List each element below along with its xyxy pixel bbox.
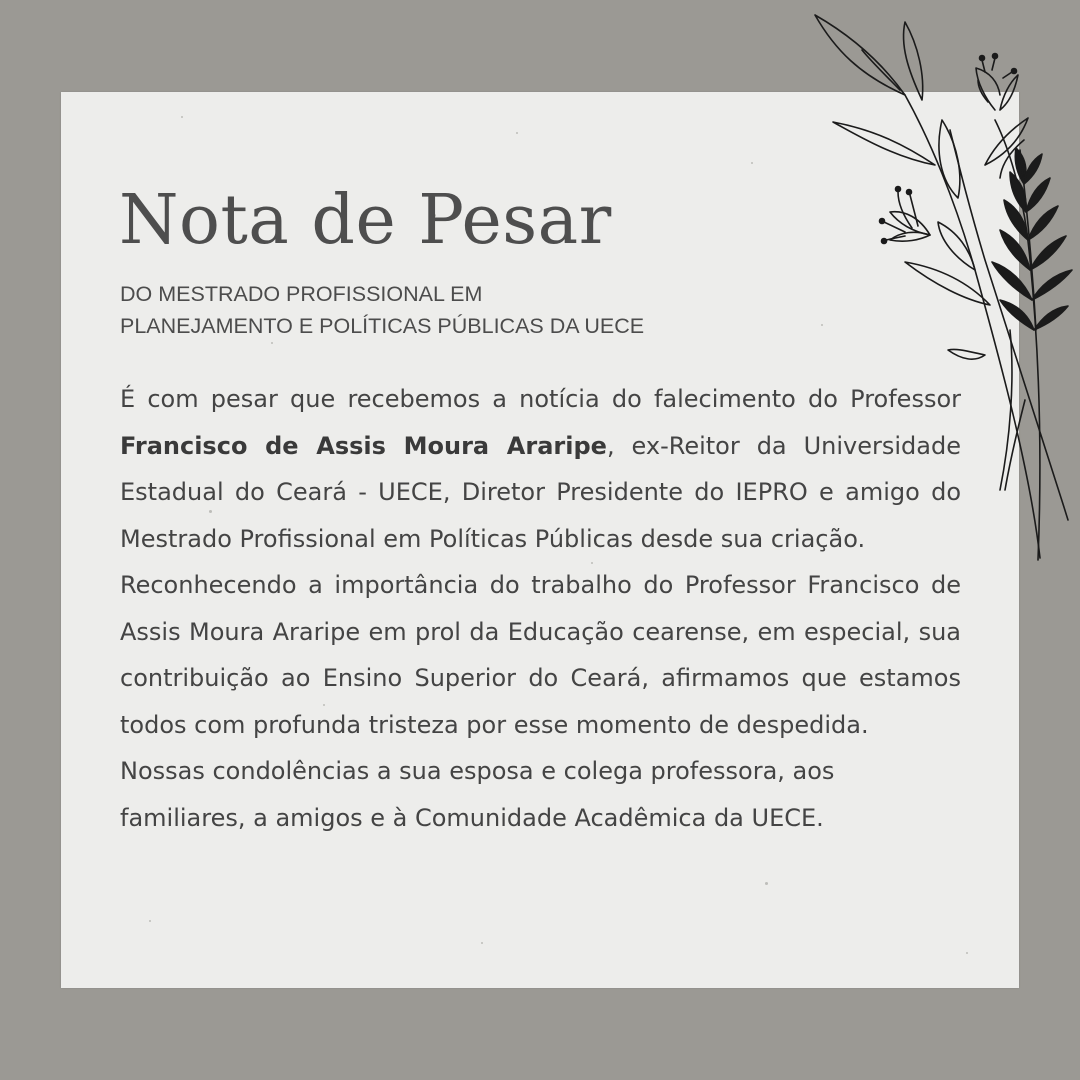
floral-branch-illustration: [800, 0, 1080, 580]
note-title: Nota de Pesar: [119, 181, 612, 260]
note-subtitle: [120, 278, 644, 342]
paragraph-1-intro: É com pesar que recebemos a notícia do falecimento do Professor: [120, 385, 961, 413]
paragraph-2: Reconhecendo a importância do trabalho do Professor Francisco de Assis Moura Araripe em prol da Educação cearense, em especial, sua contribuição ao Ensino Superior do Ceará, afirmamos que estamos todos com profunda tristeza por esse momento de despedida.: [120, 571, 961, 739]
subtitle-line-1: DO MESTRADO PROFISSIONAL EM: [120, 282, 483, 306]
paragraph-1-rest: , ex-Reitor da Universidade Estadual do Ceará - UECE, Diretor Presidente do IEPRO e amigo do Mestrado Profissional em Políticas Públicas desde sua criação.: [120, 431, 961, 553]
subtitle-line-2: PLANEJAMENTO E POLÍTICAS PÚBLICAS DA UECE: [120, 314, 645, 338]
deceased-name: Francisco de Assis Moura Araripe: [120, 431, 607, 460]
paragraph-3: Nossas condolências a sua esposa e colega professora, aos familiares, a amigos e à Comunidade Acadêmica da UECE.: [120, 757, 835, 832]
